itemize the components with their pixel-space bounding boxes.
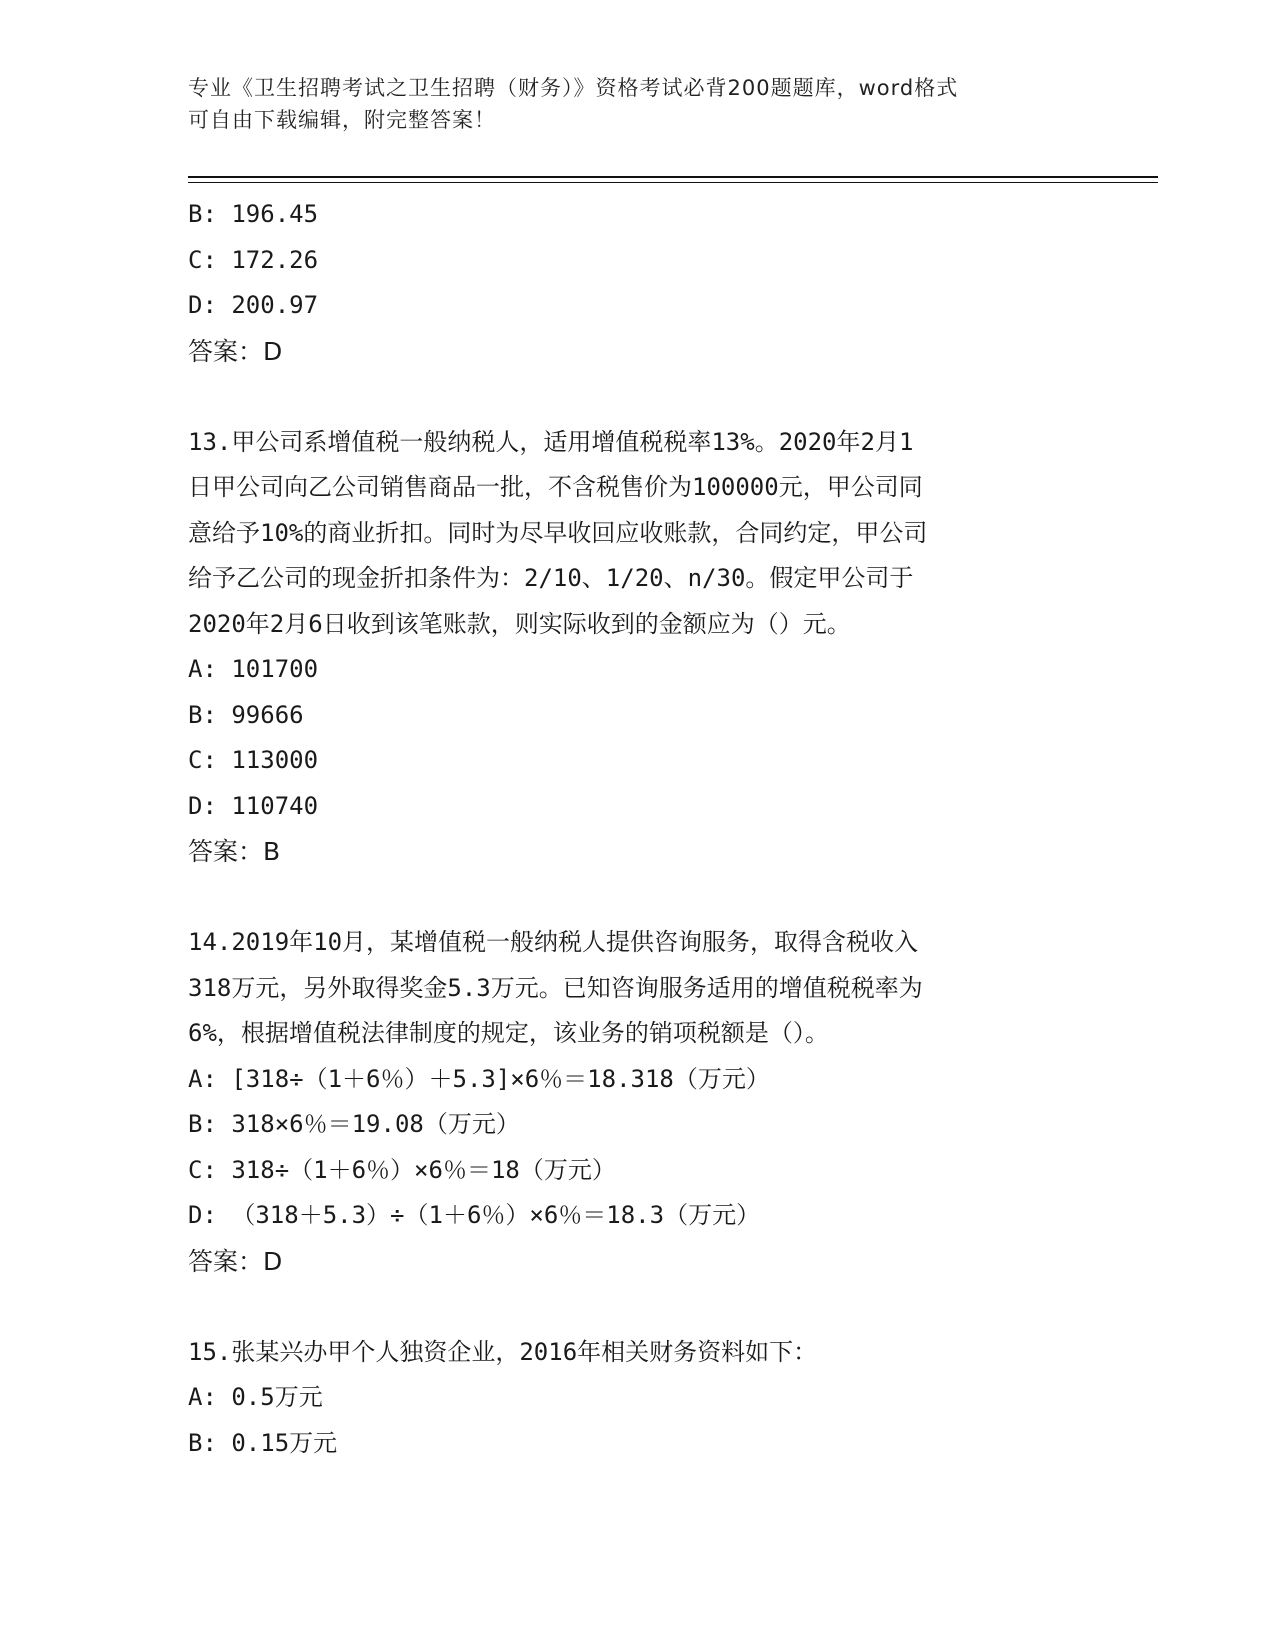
- question-13: [188, 420, 1088, 875]
- question-12-tail: [188, 192, 1088, 374]
- answer-line: 答案：B: [188, 837, 281, 866]
- question-stem-line: 意给予10%的商业折扣。同时为尽早收回应收账款，合同约定，甲公司: [188, 518, 928, 547]
- option-d: D: （318＋5.3）÷（1＋6％）×6％＝18.3（万元）: [188, 1201, 761, 1229]
- question-stem-line: 318万元，另外取得奖金5.3万元。已知咨询服务适用的增值税税率为: [188, 973, 923, 1002]
- spacer: [188, 374, 1088, 420]
- document-header: [188, 72, 1068, 136]
- header-rule-thin: [188, 182, 1158, 183]
- option-a: A: 101700: [188, 655, 319, 683]
- header-title-line-2: 可自由下载编辑，附完整答案！: [188, 108, 496, 132]
- question-stem-line: 15.张某兴办甲个人独资企业，2016年相关财务资料如下：: [188, 1337, 818, 1366]
- option-b: B: 318×6％＝19.08（万元）: [188, 1110, 520, 1138]
- question-stem-line: 给予乙公司的现金折扣条件为：2/10、1/20、n/30。假定甲公司于: [188, 564, 914, 592]
- option-b: B: 0.15万元: [188, 1428, 338, 1457]
- option-c: C: 113000: [188, 746, 319, 774]
- option-b: B: 99666: [188, 700, 304, 729]
- header-rule-thick: [188, 176, 1158, 178]
- option-c: C: 172.26: [188, 245, 319, 274]
- spacer: [188, 875, 1088, 921]
- question-stem-line: 13.甲公司系增值税一般纳税人，适用增值税税率13%。2020年2月1: [188, 427, 914, 456]
- question-content: [188, 192, 1088, 1466]
- question-stem-line: 14.2019年10月，某增值税一般纳税人提供咨询服务，取得含税收入: [188, 928, 919, 956]
- question-stem-line: 日甲公司向乙公司销售商品一批，不含税售价为100000元，甲公司同: [188, 473, 923, 501]
- option-d: D: 200.97: [188, 291, 319, 319]
- question-stem-line: 2020年2月6日收到该笔账款，则实际收到的金额应为（）元。: [188, 609, 851, 638]
- option-a: A: [318÷（1＋6％）＋5.3]×6％＝18.318（万元）: [188, 1064, 770, 1093]
- option-b: B: 196.45: [188, 200, 319, 228]
- question-14: [188, 920, 1088, 1284]
- option-d: D: 110740: [188, 791, 319, 820]
- option-c: C: 318÷（1＋6％）×6％＝18（万元）: [188, 1155, 616, 1184]
- question-stem-line: 6%，根据增值税法律制度的规定，该业务的销项税额是（）。: [188, 1019, 829, 1047]
- answer-line: 答案：D: [188, 336, 283, 366]
- header-title-line-1: 专业《卫生招聘考试之卫生招聘（财务）》资格考试必背200题题库，word格式: [188, 76, 959, 100]
- spacer: [188, 1284, 1088, 1330]
- answer-line: 答案：D: [188, 1246, 283, 1276]
- option-a: A: 0.5万元: [188, 1383, 323, 1411]
- question-15: [188, 1330, 1088, 1467]
